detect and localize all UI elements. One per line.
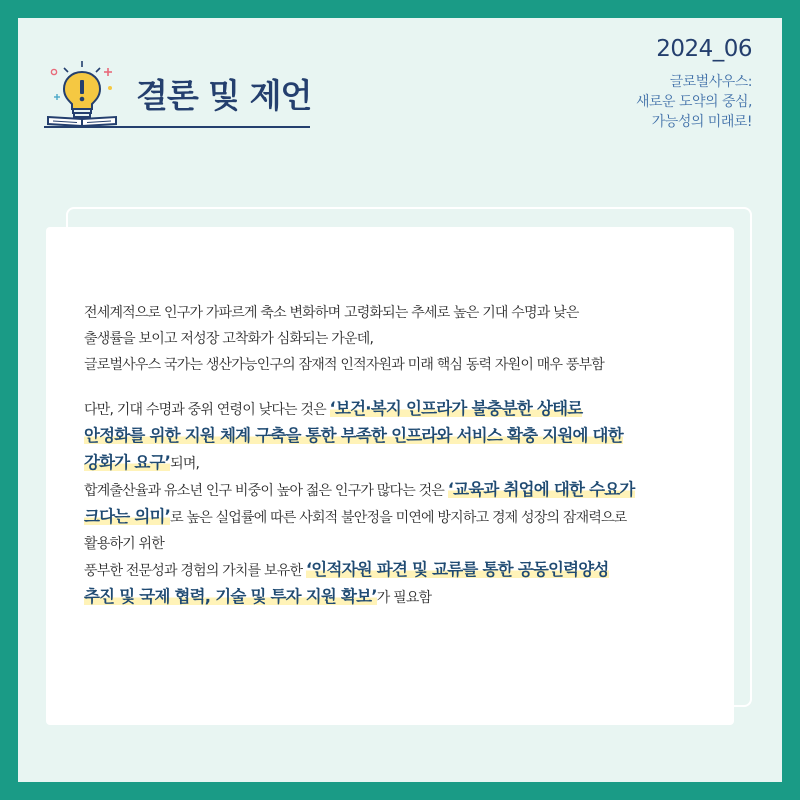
paragraph-context — [84, 300, 724, 378]
text-segment: 다만, 기대 수명과 중위 연령이 낮다는 것은 — [84, 402, 330, 418]
tagline-line: 새로운 도약의 중심, — [635, 94, 752, 110]
highlight-text: ‘교육과 취업에 대한 수요가 — [447, 480, 635, 499]
header-illustration — [44, 58, 120, 128]
sparkle-icon — [104, 68, 112, 76]
text-line — [84, 557, 724, 584]
text-segment: 풍부한 전문성과 경험의 가치를 보유한 — [84, 563, 306, 579]
text-line: 출생률을 보이고 저성장 고착화가 심화되는 가운데, — [84, 331, 374, 347]
highlight-text: 추진 및 국제 협력, 기술 및 투자 지원 확보’ — [84, 587, 377, 606]
text-line: 전세계적으로 인구가 가파르게 축소 변화하며 고령화되는 추세로 높은 기대 수명과 낮은 — [84, 305, 579, 321]
text-line — [84, 396, 724, 423]
tagline-line: 글로벌사우스: — [669, 74, 752, 90]
highlight-text: 안정화를 위한 지원 체계 구축을 통한 부족한 인프라와 서비스 확충 지원에 대한 — [84, 426, 623, 445]
text-line — [84, 584, 724, 611]
text-line — [84, 450, 724, 477]
title-underline — [44, 126, 310, 128]
tagline-line: 가능성의 미래로! — [651, 114, 752, 130]
text-segment: 되며, — [170, 456, 200, 472]
text-line: 활용하기 위한 — [84, 536, 164, 552]
paragraph-recommendations — [84, 396, 724, 611]
highlight-text: ‘보건·복지 인프라가 불충분한 상태로 — [329, 399, 583, 418]
text-line — [84, 423, 724, 450]
edition-label: 2024_06 — [656, 36, 752, 62]
conclusion-body — [84, 300, 724, 611]
highlight-text: 크다는 의미’ — [84, 507, 171, 526]
page-title: 결론 및 제언 — [136, 76, 312, 115]
tagline — [636, 72, 752, 132]
highlight-text: ‘인적자원 파견 및 교류를 통한 공동인력양성 — [305, 560, 609, 579]
lightbulb-icon — [64, 72, 100, 117]
text-segment: 가 필요함 — [376, 590, 432, 606]
text-line — [84, 504, 724, 531]
text-line: 글로벌사우스 국가는 생산가능인구의 잠재적 인적자원과 미래 핵심 동력 자원이 매우 풍부함 — [84, 357, 605, 373]
highlight-text: 강화가 요구’ — [84, 453, 171, 472]
open-book-icon — [48, 117, 116, 126]
text-segment: 로 높은 실업률에 따른 사회적 불안정을 미연에 방지하고 경제 성장의 잠재력으로 — [170, 510, 627, 526]
text-segment: 합계출산율과 유소년 인구 비중이 높아 젊은 인구가 많다는 것은 — [84, 483, 448, 499]
text-line — [84, 477, 724, 504]
